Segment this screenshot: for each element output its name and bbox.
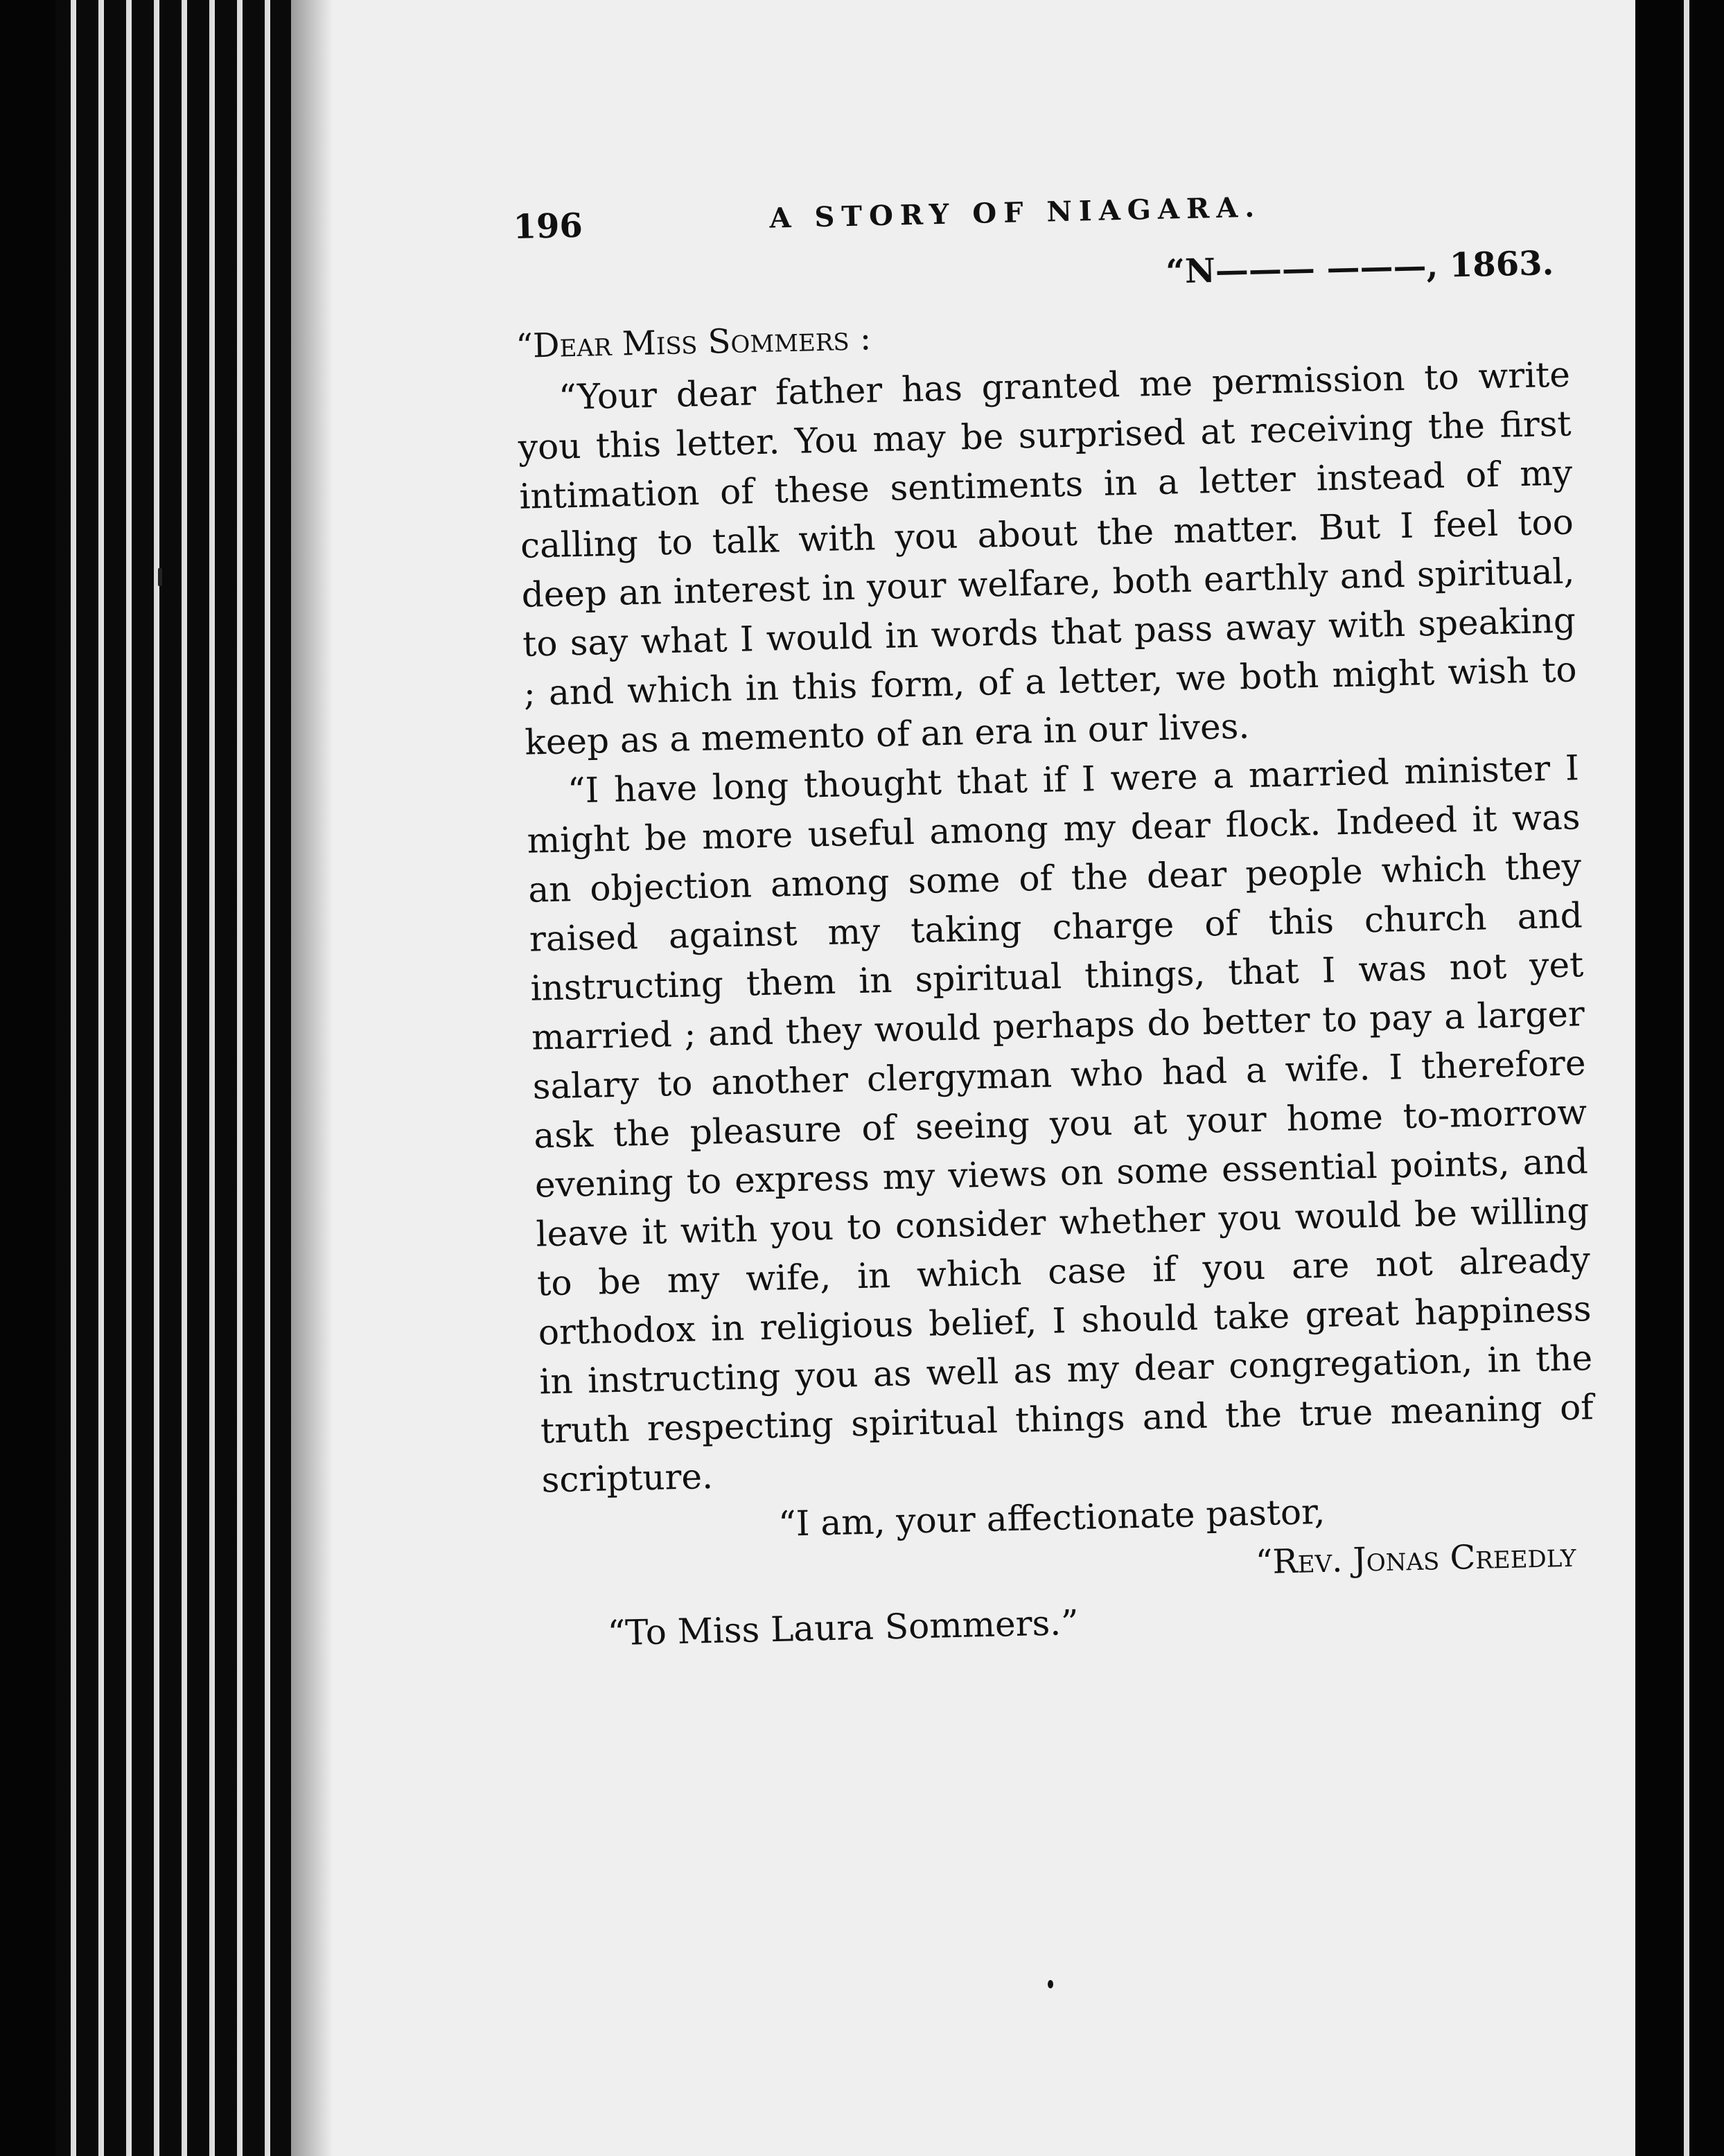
ink-speck <box>1048 1980 1053 1988</box>
letter-paragraph-2: “I have long thought that if I were a married minister I might be more useful among my dear flock. Indeed it was an objection among some of the dear people which they raised against my taking charge of this church and instructing them in spiritual things, that I was not yet married ; and they would perhaps do better to pay a larger salary to another clergyman who had a wife. I therefore ask the pleasure of seeing you at your home to-morrow evening to express my views on some essential points, and leave it with you to consider whether you would be willing to be my wife, in which case if you are not already orthodox in religious belief, I should take great happiness in instructing you as well as my dear congregation, in the truth respecting spiritual things and the true meaning of scripture. <box>527 748 1594 1501</box>
letter-dateline: “N——— ———, 1863. <box>1165 243 1554 292</box>
running-title: A STORY OF NIAGARA. <box>768 191 1262 235</box>
margin-mark <box>158 568 162 586</box>
right-scan-border <box>1635 0 1724 2156</box>
letter-closing: “I am, your affectionate pastor, <box>777 1491 1326 1544</box>
page-number: 196 <box>513 206 583 247</box>
page-gutter-shadow <box>291 0 333 2156</box>
letter-salutation: “Dear Miss Sommers : <box>515 319 872 366</box>
facing-page-edge <box>1684 0 1689 2156</box>
page-text-block <box>513 184 1601 1732</box>
letter-paragraph-1: “Your dear father has granted me permission to write you this letter. You may be surprised at receiving the first intimation of these sentiments in a letter instead of my calling to talk with you about the matter. But I feel too deep an interest in your welfare, both earthly and spiritual, to say what I would in words that pass away with speaking ; and which in this form, of a letter, we both might wish to keep as a memento of an era in our lives. <box>518 354 1578 763</box>
book-page-edges <box>55 0 305 2156</box>
letter-signature: “Rev. Jonas Creedly <box>1255 1535 1577 1582</box>
letter-addressee: “To Miss Laura Sommers.” <box>607 1602 1080 1654</box>
